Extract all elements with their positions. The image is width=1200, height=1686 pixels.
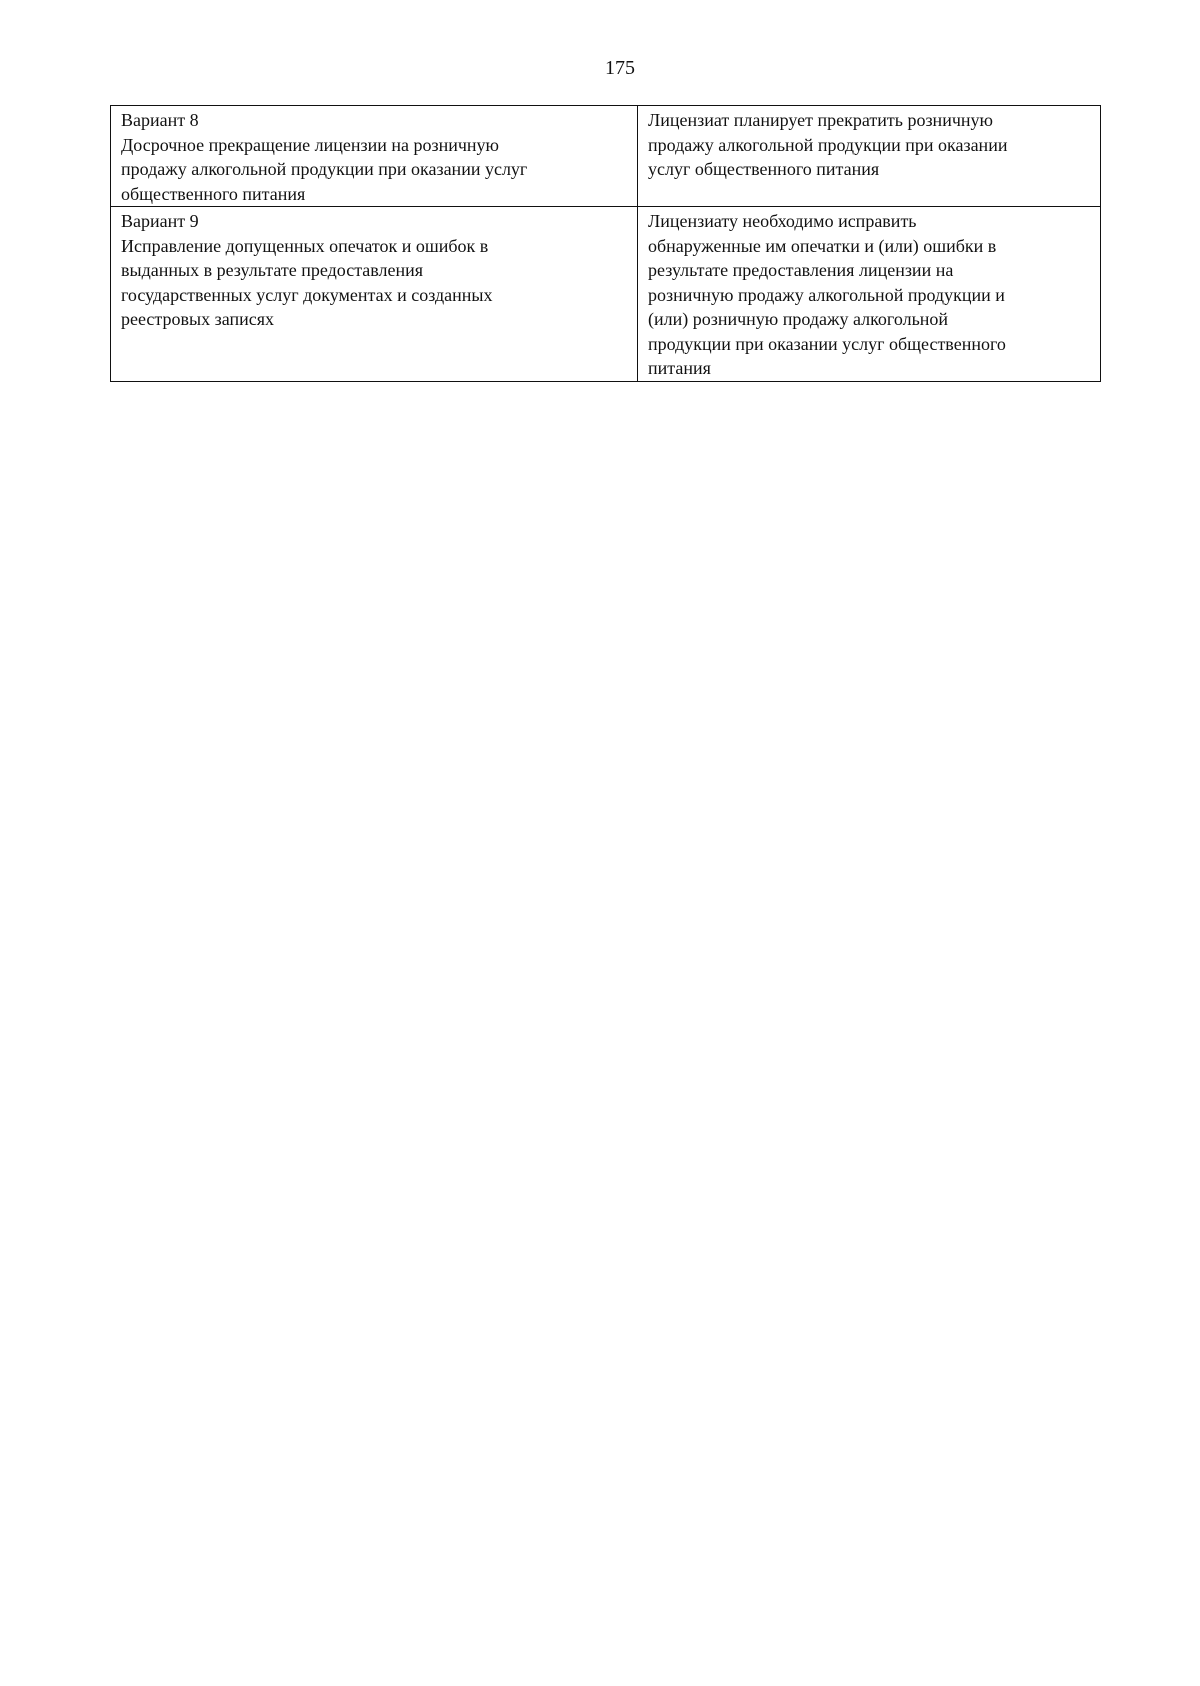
page-number: 175 [605, 57, 635, 79]
text-line: (или) розничную продажу алкогольной [648, 309, 949, 329]
text-line: розничную продажу алкогольной продукции и [648, 284, 1005, 305]
text-line: общественного питания [121, 183, 306, 204]
text-line: выданных в результате предоставления [121, 260, 424, 280]
text-line: Лицензиат планирует прекратить розничную [648, 110, 993, 130]
text-line: продажу алкогольной продукции при оказании услуг [121, 159, 528, 179]
variant-8-cell [111, 106, 638, 207]
table-row [111, 207, 1101, 382]
variant-9-description-cell [638, 207, 1101, 382]
variant-9-title: Вариант 9 [121, 211, 199, 231]
text-line: государственных услуг документах и созданных [121, 284, 493, 305]
text-line: продукции при оказании услуг общественного [648, 333, 1006, 354]
table-row [111, 106, 1101, 207]
variant-9-cell [111, 207, 638, 382]
text-line: Досрочное прекращение лицензии на розничную [121, 134, 499, 155]
text-line: Исправление допущенных опечаток и ошибок в [121, 235, 489, 256]
text-line: Лицензиату необходимо исправить [648, 211, 917, 231]
text-line: продажу алкогольной продукции при оказании [648, 134, 1008, 155]
text-line: обнаруженные им опечатки и (или) ошибки в [648, 235, 997, 256]
text-line: питания [648, 358, 711, 378]
text-line: реестровых записях [121, 309, 274, 329]
variant-8-description-cell [638, 106, 1101, 207]
variant-8-title: Вариант 8 [121, 110, 199, 130]
text-line: результате предоставления лицензии на [648, 260, 954, 280]
text-line: услуг общественного питания [648, 159, 880, 179]
variants-table [110, 105, 1101, 382]
